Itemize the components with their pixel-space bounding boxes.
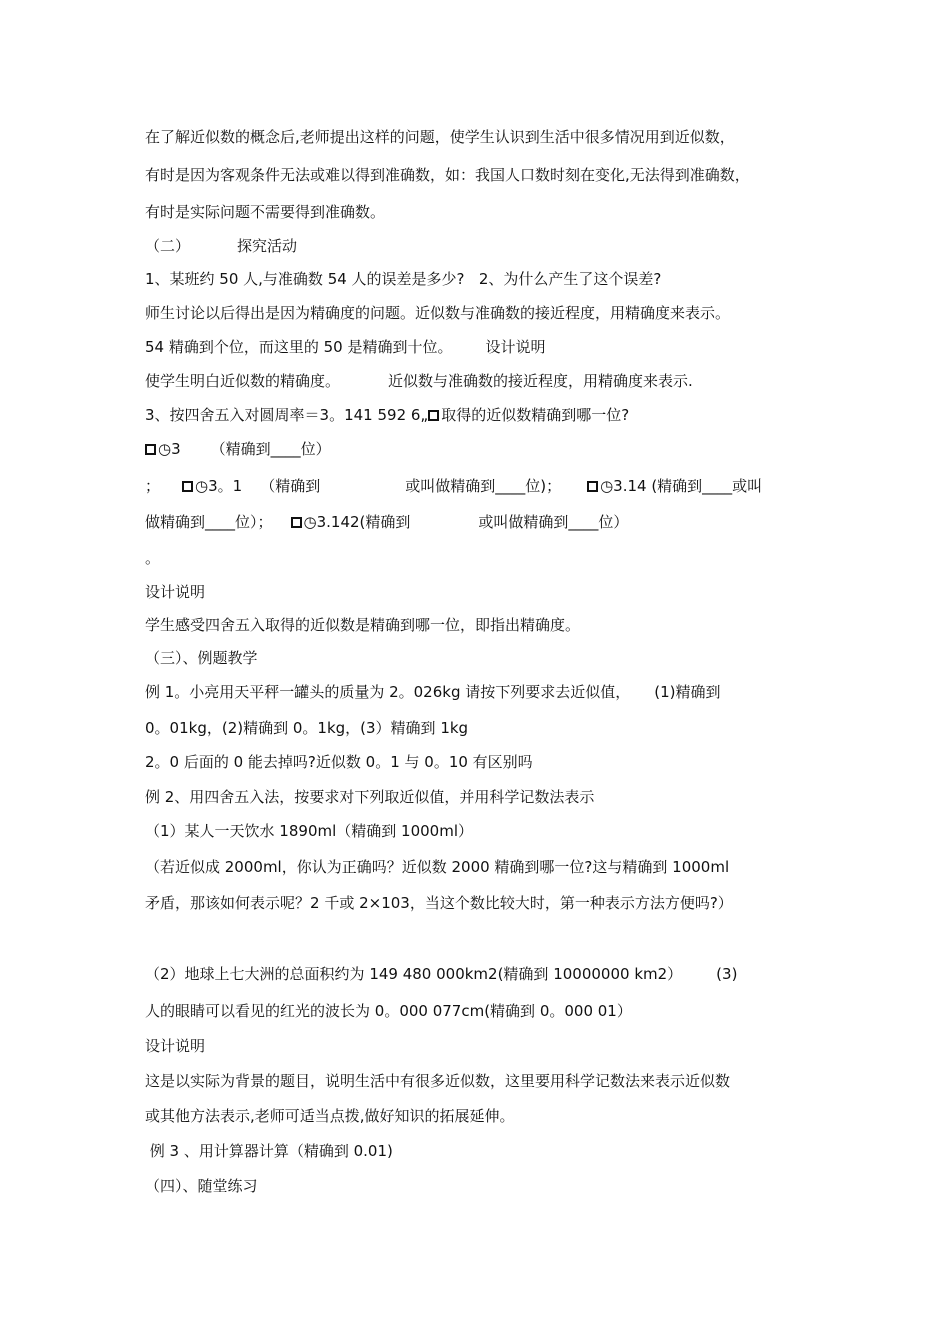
example-line: 例 2、用四舍五入法，按要求对下列取近似值，并用科学记数法表示 bbox=[145, 788, 595, 806]
design-note-label: 设计说明 bbox=[145, 583, 206, 601]
box-symbol-icon bbox=[182, 481, 193, 492]
paragraph-line: 在了解近似数的概念后,老师提出这样的问题，使学生认识到生活中很多情况用到近似数， bbox=[145, 128, 735, 146]
design-note-label: 设计说明 bbox=[485, 338, 546, 356]
design-note-label: 设计说明 bbox=[145, 1037, 206, 1055]
paragraph-line: 使学生明白近似数的精确度。 近似数与准确数的接近程度，用精确度来表示. bbox=[145, 372, 693, 390]
paragraph-line: 或其他方法表示,老师可适当点拨,做好知识的拓展延伸。 bbox=[145, 1107, 515, 1125]
paragraph-line: 有时是实际问题不需要得到准确数。 bbox=[145, 203, 386, 221]
answer-line: ◷3 （精确到____位） bbox=[145, 439, 331, 459]
section-heading: （四）、随堂练习 bbox=[145, 1177, 258, 1195]
example-line: 人的眼睛可以看见的红光的波长为 0。000 077cm(精确到 0。000 01） bbox=[145, 1002, 632, 1020]
box-symbol-icon bbox=[145, 444, 156, 455]
example-line: 例 1。小亮用天平秤一罐头的质量为 2。026kg 请按下列要求去近似值， (1)精确到 bbox=[145, 683, 721, 701]
box-symbol-icon bbox=[428, 410, 439, 421]
answer-line: 。 bbox=[145, 549, 161, 567]
paragraph-line: 有时是因为客观条件无法或难以得到准确数，如：我国人口数时刻在变化,无法得到准确数， bbox=[145, 166, 750, 184]
question-line: 3、按四舍五入对圆周率＝3。141 592 6„ 取得的近似数精确到哪一位? bbox=[145, 406, 630, 424]
example-line: （若近似成 2000ml，你认为正确吗？近似数 2000 精确到哪一位?这与精确到 1000ml bbox=[145, 858, 730, 876]
example-line: （2）地球上七大洲的总面积约为 149 480 000km2(精确到 10000000 km2） (3) bbox=[145, 965, 738, 983]
paragraph-line: 学生感受四舍五入取得的近似数是精确到哪一位，即指出精确度。 bbox=[145, 616, 581, 634]
question-line: 1、某班约 50 人,与准确数 54 人的误差是多少? 2、为什么产生了这个误差? bbox=[145, 270, 662, 288]
answer-line: ； ◷3。1 （精确到 或叫做精确到____位)； ◷3.14 (精确到____或叫 bbox=[145, 477, 763, 495]
example-line: 2。0 后面的 0 能去掉吗?近似数 0。1 与 0。10 有区别吗 bbox=[145, 753, 533, 771]
example-line: 矛盾，那该如何表示呢？2 千或 2×103，当这个数比较大时，第一种表示方法方便吗?） bbox=[145, 894, 733, 912]
section-number: （二） bbox=[145, 237, 191, 255]
paragraph-line: 54 精确到个位，而这里的 50 是精确到十位。 设计说明 bbox=[145, 338, 546, 356]
example-line: （1）某人一天饮水 1890ml（精确到 1000ml） bbox=[145, 822, 473, 840]
answer-line: 做精确到____位）； ◷3.142(精确到 或叫做精确到____位） bbox=[145, 513, 629, 531]
section-title: 探究活动 bbox=[237, 237, 298, 255]
example-line: 0。01kg，(2)精确到 0。1kg，(3）精确到 1kg bbox=[145, 719, 469, 737]
section-heading: （三）、例题教学 bbox=[145, 649, 258, 667]
paragraph-line: 这是以实际为背景的题目，说明生活中有很多近似数，这里要用科学记数法来表示近似数 bbox=[145, 1072, 731, 1090]
section-heading bbox=[145, 236, 297, 256]
box-symbol-icon bbox=[291, 517, 302, 528]
box-symbol-icon bbox=[587, 481, 598, 492]
paragraph-line: 师生讨论以后得出是因为精确度的问题。近似数与准确数的接近程度，用精确度来表示。 bbox=[145, 304, 731, 322]
example-line: 例 3 、用计算器计算（精确到 0.01) bbox=[145, 1142, 393, 1160]
